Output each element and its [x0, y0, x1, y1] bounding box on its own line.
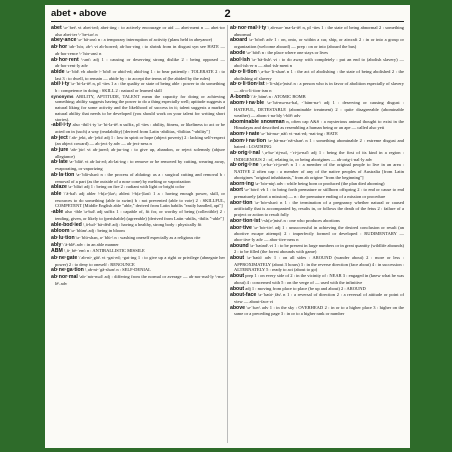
- entry-headword: ably: [51, 241, 62, 248]
- entry-definition: \ə-ˈbȯr-tiv\ adj 1 : unsuccessful in achieving the desired conclusion or result (an abortive escape attempt) 2 : imperfectly formed or developed : RUDIMENTARY — abor·tive·ly adv — abor·tive·ness n: [234, 224, 404, 242]
- entry-headword: abom·i·na·tion: [230, 137, 267, 144]
- entry-headword: about-face: [230, 292, 257, 299]
- entry-headword: A-bomb: [230, 93, 250, 100]
- header-rule: [51, 21, 404, 22]
- entry-headword: ab·hor: [51, 44, 68, 51]
- entry-definition: \ab-ˈnȯr-məl\ adj : differing from the normal or average — ab·nor·mal·ly \-mə-lē\ adv: [55, 274, 225, 286]
- dictionary-entry: [230, 273, 404, 285]
- entry-definition: prep 1 : on every side of 2 : in the vicinity of : NEAR 3 : engaged in (knew what he was about) 4 : concerned with 5 : on the verge of — used with the infinitive: [234, 273, 404, 285]
- entry-headword: ab·ne·gate: [51, 255, 78, 262]
- entry-definition: \ˈā-blē\ adv : in an able manner: [62, 241, 119, 247]
- entry-definition: \-ˈli-sh(ə-)nist\ n : a person who is in favor of abolition especially of slavery — ab·o·li·tion·ism n: [234, 81, 404, 94]
- entry-headword: ab·hor·rent: [51, 56, 79, 63]
- dictionary-entry: [51, 44, 225, 56]
- entry-headword: abound: [230, 242, 249, 249]
- entry-headword: ab·la·tion: [51, 171, 75, 178]
- dictionary-entry: [230, 69, 404, 81]
- entry-definition: ABILITY, APTITUDE, TALENT mean the capacity for doing or achieving something; ability suggests having the power to do a thing especially well; aptitude suggests a natural liking for some activity and the likelihood of success in it; talent suggests a marked natural ability that needs to be developed (you should work on your talent for writing short stories).: [55, 93, 225, 122]
- entry-headword: ab·nor·mal: [51, 274, 78, 281]
- entry-definition: \ˈā-bəl\ adj abler \-b(ə-)lər\; ablest \-b(ə-)ləst\ 1 a : having enough power, skill, or resources to do something (able to swim) b : not prevented (able to vote) 2 : SKILLFUL, COMPETENT [Middle English able "able," derived from Latin habilis "easily handled, apt"]: [55, 190, 225, 209]
- dictionary-entry: [230, 119, 404, 131]
- entry-headword: about: [230, 273, 245, 280]
- entry-definition: also -ibil·i·ty \ə-ˈbi-lə-tē\ n suffix, pl -ties : ability, fitness, or likeliness to act or be acted on in (such) a way (readability) [derived from Latin -abilitas, -ibilitas "-ability"]: [55, 122, 225, 134]
- entry-headword: ab·o·li·tion·ist: [230, 81, 265, 88]
- entry-headword: abol·ish: [230, 56, 250, 63]
- entry-definition: \ˈab-ni-ˌgāt\ vt -gat·ed; -gat·ing 1 : to give up a right or privilege (abnegate her power) 2 : to deny to oneself : RENOUNCE: [55, 255, 225, 267]
- dictionary-entry: [230, 25, 404, 37]
- entry-headword: able: [51, 190, 62, 197]
- entry-definition: \a-ˈblāt\ vt ab·lat·ed; ab·lat·ing : to remove or be removed by cutting, wearing away, evaporating, or vaporizing: [55, 159, 225, 172]
- entry-definition: \ˌā-ˌbē-ˈem\ n : ANTIBALLISTIC MISSILE: [63, 248, 145, 254]
- entry-headword: about: [230, 255, 245, 262]
- entry-definition: \ə-ˈbä-mə-nə-bəl, -ˈbäm-nə-\ adj 1 : deserving or causing disgust : HATEFUL, DETESTABLE (abominable treatment) 2 : quite disagreeable (abominable weather) — abom·i·na·bly \-blē\ adv: [234, 100, 404, 118]
- entry-headword: -able: [51, 209, 64, 216]
- entry-headword: aborn·ing: [230, 180, 254, 187]
- entry-headword: above: [230, 304, 245, 311]
- entry-definition: \ˌab-ni-ˈgā-shən\ n : SELF-DENIAL: [84, 267, 151, 273]
- entry-headword: ab·jure: [51, 147, 69, 154]
- entry-headword: abor·tion: [230, 199, 253, 206]
- entry-definition: \ˌab-nər-ˈma-lə-tē\ n, pl -ties 1 : the state of being abnormal 2 : something abnormal: [234, 25, 404, 37]
- entry-definition: \a-ˈblā-shən\ n : the process of ablating: as a : surgical cutting and removal b : removal of a part (as the outside of a nose cone) by melting or vaporization: [55, 171, 225, 184]
- dictionary-entry: [51, 191, 225, 209]
- dictionary-entry: [230, 255, 404, 273]
- entry-definition: \ə-ˈblü-shən, a-ˈblü-\ n : washing oneself especially as a religious rite: [75, 234, 201, 240]
- entry-headword: abet: [51, 25, 62, 31]
- entry-headword: abode: [230, 49, 246, 56]
- dictionary-entry: [230, 286, 404, 293]
- entry-headword: abom·i·na·ble: [230, 100, 265, 107]
- dictionary-entry: [51, 209, 225, 221]
- entry-definition: \ə-ˈbau̇t\ adv 1 : on all sides : AROUND (wander about) 2 : more or less : APPROXIMATELY (about 3 hours) 3 : in the reverse direction (face about) 4 : in succession : ALTERNATELY 5 : ready to act (about to go): [234, 255, 404, 273]
- dictionary-entry: [230, 94, 404, 101]
- dictionary-entry: [230, 37, 404, 49]
- entry-definition: \ə-ˈbȯr-shən\ n 1 : the termination of a pregnancy whether natural or caused artificially that is accompanied by, results in, or follows the death of the fetus 2 : failure of a project or action to result fully: [234, 199, 404, 218]
- right-column: [230, 25, 404, 443]
- entry-headword: abominable snowman: [230, 118, 285, 125]
- entry-headword: aboard: [230, 37, 248, 44]
- entry-definition: \-ənt\ adj 1 : causing or deserving strong dislike 2 : being opposed — ab·hor·rent·ly adv: [55, 56, 225, 69]
- dictionary-entry: [51, 37, 225, 44]
- dictionary-entry: [230, 138, 404, 150]
- dictionary-entry: [230, 150, 404, 162]
- entry-definition: \-sh(ə-)nist\ n : one who produces abortions: [261, 217, 340, 223]
- entry-definition: \ˌa-bə-ˈrij-nəl, -ˈri-jə-nəl\ adj 1 : being the first of its kind in a region : INDIGENOUS 2 : of, relating to, or being aborigines — ab·orig·i·nal·ly adv: [234, 150, 404, 162]
- entry-definition: \ə-ˈbīd\ vb abode \-ˈbōd\ or abid·ed; abid·ing 1 : to bear patiently : TOLERATE 2 : to last 3 : to dwell, to remain — abide by : to accept the terms of (he abided by the rules): [55, 68, 225, 81]
- entry-definition: \ə-ˈbä-mə-ˌnāt\ vt -nat·ed; -nat·ing : HATE: [260, 130, 338, 136]
- entry-headword: abom·i·nate: [230, 130, 260, 137]
- entry-headword: ab·orig·i·nal: [230, 150, 260, 157]
- entry-definition: \ə-ˈbā-əns\ n : a temporary interruption of activity (plans held in abeyance): [77, 37, 213, 43]
- entry-definition: \ə-ˈblüm\ adj : being in bloom: [70, 228, 125, 234]
- dictionary-page: [45, 5, 410, 448]
- entry-definition: \ˈā-ˌbäm\ n : ATOMIC BOMB: [250, 93, 306, 99]
- dictionary-entry: [51, 147, 225, 159]
- dictionary-entry: [230, 225, 404, 243]
- dictionary-entry: [51, 57, 225, 69]
- dictionary-entry: [230, 243, 404, 255]
- entry-headword: ab·orig·i·ne: [230, 162, 259, 169]
- entry-headword: ab·o·li·tion: [230, 68, 257, 75]
- dictionary-entry: [230, 100, 404, 118]
- entry-headword: ablaze: [51, 184, 67, 191]
- entry-headword: ab·ne·ga·tion: [51, 267, 84, 274]
- entry-definition: \ˌa-bə-ˈri-jə-nē\ n 1 : a member of the original people to live in an area : NATIVE 2 often cap : a member of any of the native peoples of Australia [from Latin aborigines "original inhabitants," from ab origine "from the beginning"]: [234, 162, 404, 180]
- dictionary-entry: [51, 248, 225, 255]
- entry-headword: abort: [230, 187, 243, 194]
- entry-definition: \ə-ˈbau̇nd\ vi 1 : to be present in large numbers or in great quantity (wildlife abounds) 2 : to be filled (the forest abounds with game): [234, 242, 404, 255]
- entry-definition: also -ible \ə-bəl\ adj suffix 1 : capable of, fit for, or worthy of being (collectible) 2 : tending, given, or likely to (perishable) (agreeable) [derived from Latin -abilis, -ibilis "-able"]: [55, 209, 225, 221]
- entry-headword: abloom: [51, 228, 70, 235]
- dictionary-entry: [230, 187, 404, 199]
- entry-headword: abil·i·ty: [51, 81, 70, 88]
- page-header: [51, 9, 404, 19]
- dictionary-entry: [230, 200, 404, 218]
- entry-definition: \ə-ˈbȯrt\ vb 1 : to bring forth premature or stillborn offspring 2 : to end or cause to end prematurely (abort a mission) — n : the premature ending of a mission or procedure: [234, 187, 404, 199]
- dictionary-entry: [230, 131, 404, 138]
- entry-headword: ab·late: [51, 159, 68, 166]
- dictionary-entry: [230, 57, 404, 69]
- entry-definition: \ə-ˈblāz\ adj 1 : being on fire 2 : radiant with light or bright color: [67, 184, 185, 190]
- dictionary-entry: [51, 122, 225, 134]
- dictionary-entry: [51, 267, 225, 274]
- entry-definition: \ə-ˈbōd\ n : the place where one stays or lives: [246, 49, 329, 55]
- entry-headword: abor·tive: [230, 224, 252, 231]
- dictionary-entry: [51, 184, 225, 191]
- dictionary-entry: [230, 50, 404, 57]
- entry-headword: abor·tion·ist: [230, 217, 261, 224]
- dictionary-entry: [51, 235, 225, 242]
- dictionary-entry: [51, 228, 225, 235]
- dictionary-entry: [230, 218, 404, 225]
- dictionary-entry: [230, 81, 404, 93]
- page-number: 2: [224, 8, 231, 20]
- dictionary-entry: [230, 181, 404, 188]
- dictionary-entry: [230, 292, 404, 304]
- entry-definition: adj 1 : moving from place to place (be up and about) 2 : AROUND: [245, 285, 366, 291]
- synonyms-label: synonyms: [51, 93, 74, 99]
- dictionary-entry: [51, 255, 225, 267]
- dictionary-entry: [51, 159, 225, 171]
- entry-definition: \ə-ˈbet\ vt abet·ted; abet·ting : to actively encourage or aid — abet·ment n — abet·tor also abet·ter \-ˈbe-tər\ n: [55, 25, 225, 37]
- entry-headword: ab·nor·mal·i·ty: [230, 25, 267, 31]
- entry-definition: \ə-ˈbi-lə-tē\ n, pl -ties 1 a : the quality or state of being able : power to do something b : competence in doing : SKILL 2 : natural or learned skill: [55, 81, 225, 94]
- entry-headword: able-bod·ied: [51, 221, 82, 228]
- dictionary-entry: [51, 81, 225, 93]
- entry-headword: abey·ance: [51, 37, 77, 44]
- entry-definition: \ˌā-bəl-ˈbä-dēd\ adj : having a healthy, strong body : physically fit: [82, 221, 202, 227]
- left-column: [51, 25, 225, 443]
- dictionary-entry: [51, 25, 225, 37]
- entry-definition: n, often cap A&S : a mysterious animal thought to exist in the Himalayas and described as resembling a human being or an ape — called also yeti: [234, 118, 404, 131]
- dictionary-entry: [51, 172, 225, 184]
- dictionary-entry: [51, 69, 225, 81]
- dictionary-entry: [51, 94, 225, 123]
- entry-headword: ABM: [51, 248, 63, 255]
- dictionary-entry: [230, 305, 404, 317]
- dictionary-entry: [51, 222, 225, 229]
- entry-definition: \ə-ˈbəv\ adv 1 : in the sky : OVERHEAD 2 : in or to a higher place 3 : higher on the same or a preceding page 3 : in or to a higher rank or number: [234, 304, 404, 317]
- entry-definition: \ə-ˌbä-mə-ˈnā-shən\ n 1 : something abominable 2 : extreme disgust and hatred : LOATHING: [234, 137, 404, 150]
- entry-definition: \ə-ˈbä-lish\ vt : to do away with completely : put an end to (abolish slavery) — abol·ish·er n — abol·ish·ment n: [234, 56, 404, 69]
- dictionary-entry: [51, 274, 225, 286]
- dictionary-entry: [230, 162, 404, 180]
- entry-headword: abide: [51, 68, 65, 75]
- entry-definition: \ˈab-ˌjekt, ab-ˈjekt\ adj 1 : low in spirit or hope (abject poverty) 2 : lacking self-respect (an abject coward) — ab·ject·ly adv — ab·ject·ness n: [55, 134, 225, 147]
- entry-headword: ab·lu·tion: [51, 234, 75, 241]
- entry-definition: \ab-ˈju̇r\ vt ab·jured; ab·jur·ing : to give up, abandon, or reject solemnly (abjure allegiance): [55, 147, 225, 159]
- entry-definition: \ə-ˈbōrd\ adv 1 : on, onto, or within a car, ship, or aircraft 2 : in or into a group or organization (welcome aboard) — prep : on or into (aboard the bus): [234, 37, 404, 50]
- dictionary-entry: [51, 135, 225, 147]
- entry-definition: \ə-ˈbau̇t-ˌfās\ n 1 : a reversal of direction 2 : a reversal of attitude or point of view — about-face vi: [234, 292, 404, 304]
- guide-words: abet • above: [51, 8, 107, 19]
- column-divider: [227, 25, 228, 443]
- entry-headword: ab·ject: [51, 134, 68, 141]
- dictionary-entry: [51, 242, 225, 249]
- entry-definition: \ˌa-bə-ˈli-shən\ n 1 : the act of abolishing : the state of being abolished 2 : the abolishing of slavery: [234, 68, 404, 81]
- entry-headword: about: [230, 285, 245, 292]
- entry-definition: \ab-ˈhȯr, əb-\ vt ab·horred; ab·hor·ring : to shrink from in disgust syn see HATE — ab·hor·rence \-ˈhȯr-əns\ n: [55, 44, 225, 56]
- entry-headword: -abil·i·ty: [51, 122, 72, 129]
- entry-definition: \ə-ˈbȯr-niŋ\ adv : while being born or produced (the plan died aborning): [255, 180, 385, 186]
